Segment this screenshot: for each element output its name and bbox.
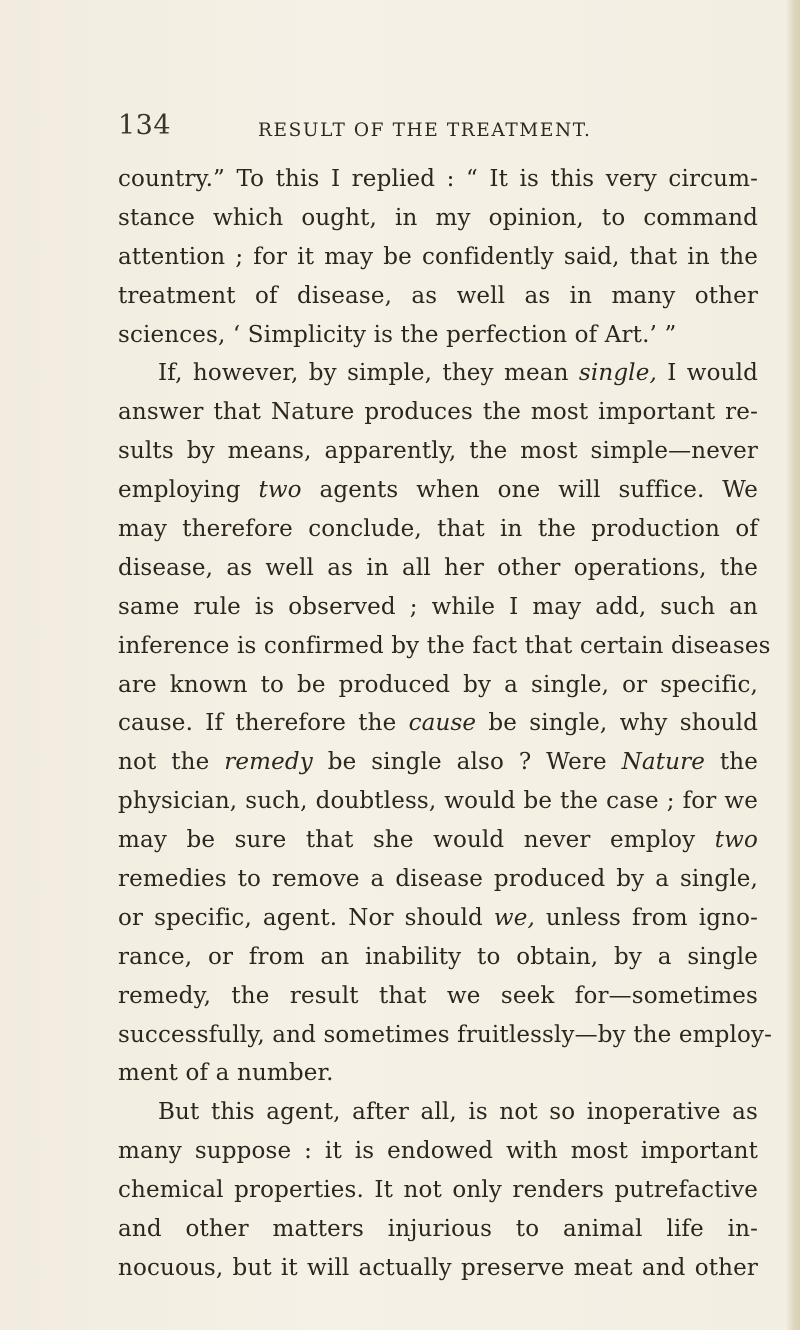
text-segment: or specific, agent. Nor should	[118, 904, 494, 931]
page-header	[118, 110, 758, 150]
text-line	[118, 782, 758, 821]
text-segment: answer that Nature produces the most important re-	[118, 399, 758, 426]
text-segment: stance which ought, in my opinion, to command	[118, 204, 758, 231]
text-segment: treatment of disease, as well as in many other	[118, 282, 758, 309]
text-segment: ment of a number.	[118, 1060, 334, 1087]
text-line	[118, 393, 758, 432]
text-line	[118, 549, 758, 588]
text-segment: country.” To this I replied : “ It is this very circum-	[118, 166, 758, 192]
text-line	[118, 1171, 758, 1210]
text-segment: cause. If therefore the	[118, 710, 409, 737]
text-line	[118, 1210, 758, 1249]
text-segment: same rule is observed ; while I may add, such an	[118, 593, 758, 620]
text-segment: employing	[118, 477, 259, 504]
text-segment: be single, why should	[476, 710, 759, 737]
text-line	[118, 588, 758, 627]
text-segment: and other matters injurious to animal life in-	[118, 1216, 758, 1243]
page-number: 134	[118, 110, 172, 141]
page-edge-shadow	[786, 0, 800, 1330]
text-segment: nocuous, but it will actually preserve meat and other	[118, 1254, 758, 1281]
text-segment: may therefore conclude, that in the production of	[118, 516, 758, 543]
text-line	[118, 238, 758, 277]
text-segment: disease, as well as in all her other operations, the	[118, 554, 758, 581]
text-segment: attention ; for it may be confidently said, that in the	[118, 243, 758, 270]
text-segment: physician, such, doubtless, would be the case ; for we	[118, 788, 758, 815]
text-segment: But this agent, after all, is not so inoperative as	[158, 1099, 758, 1126]
text-segment: chemical properties. It not only renders putrefactive	[118, 1177, 758, 1204]
text-segment: If, however, by simple, they mean	[158, 360, 579, 387]
text-line	[118, 1093, 758, 1132]
text-line	[118, 160, 758, 199]
text-line	[118, 821, 758, 860]
text-line	[118, 860, 758, 899]
text-line	[118, 277, 758, 316]
text-line	[118, 743, 758, 782]
text-line	[118, 977, 758, 1016]
body-text	[118, 160, 773, 1288]
italic-text: two	[258, 477, 302, 504]
italic-text: we,	[493, 904, 535, 931]
text-segment: not the	[118, 749, 225, 776]
text-line	[118, 1054, 758, 1093]
text-segment: rance, or from an inability to obtain, by a single	[118, 943, 758, 970]
text-segment: sciences, ‘ Simplicity is the perfection of Art.’ ”	[118, 321, 677, 348]
text-line	[118, 899, 758, 938]
text-line	[118, 471, 758, 510]
text-line	[118, 432, 758, 471]
italic-text: single,	[578, 360, 657, 387]
text-line	[118, 704, 758, 743]
text-line	[118, 199, 758, 238]
text-segment: be single also ? Were	[312, 749, 622, 776]
text-segment: are known to be produced by a single, or specific,	[118, 671, 758, 698]
text-segment: agents when one will suffice. We	[301, 477, 758, 504]
text-segment: inference is confirmed by the fact that certain diseases	[118, 632, 771, 659]
text-line	[118, 354, 758, 393]
italic-text: remedy	[224, 749, 313, 776]
italic-text: Nature	[621, 749, 706, 776]
text-line	[118, 316, 758, 355]
text-segment: sults by means, apparently, the most simple—never	[118, 438, 758, 465]
text-segment: unless from igno-	[534, 904, 759, 931]
text-line	[118, 1132, 758, 1171]
text-segment: successfully, and sometimes fruitlessly—by the employ-	[118, 1021, 773, 1048]
text-segment: the	[705, 749, 758, 776]
text-line	[118, 627, 771, 666]
text-segment: remedy, the result that we seek for—sometimes	[118, 982, 758, 1009]
text-line	[118, 666, 758, 705]
text-line	[118, 938, 758, 977]
text-line	[118, 510, 758, 549]
text-segment: I would	[656, 360, 758, 387]
text-segment: may be sure that she would never employ	[118, 827, 715, 854]
text-line	[118, 1249, 758, 1288]
italic-text: two	[714, 827, 758, 854]
running-head: RESULT OF THE TREATMENT.	[258, 120, 592, 141]
text-segment: remedies to remove a disease produced by a single,	[118, 866, 758, 893]
text-segment: many suppose : it is endowed with most important	[118, 1138, 758, 1165]
italic-text: cause	[408, 710, 477, 737]
text-line	[118, 1016, 773, 1055]
